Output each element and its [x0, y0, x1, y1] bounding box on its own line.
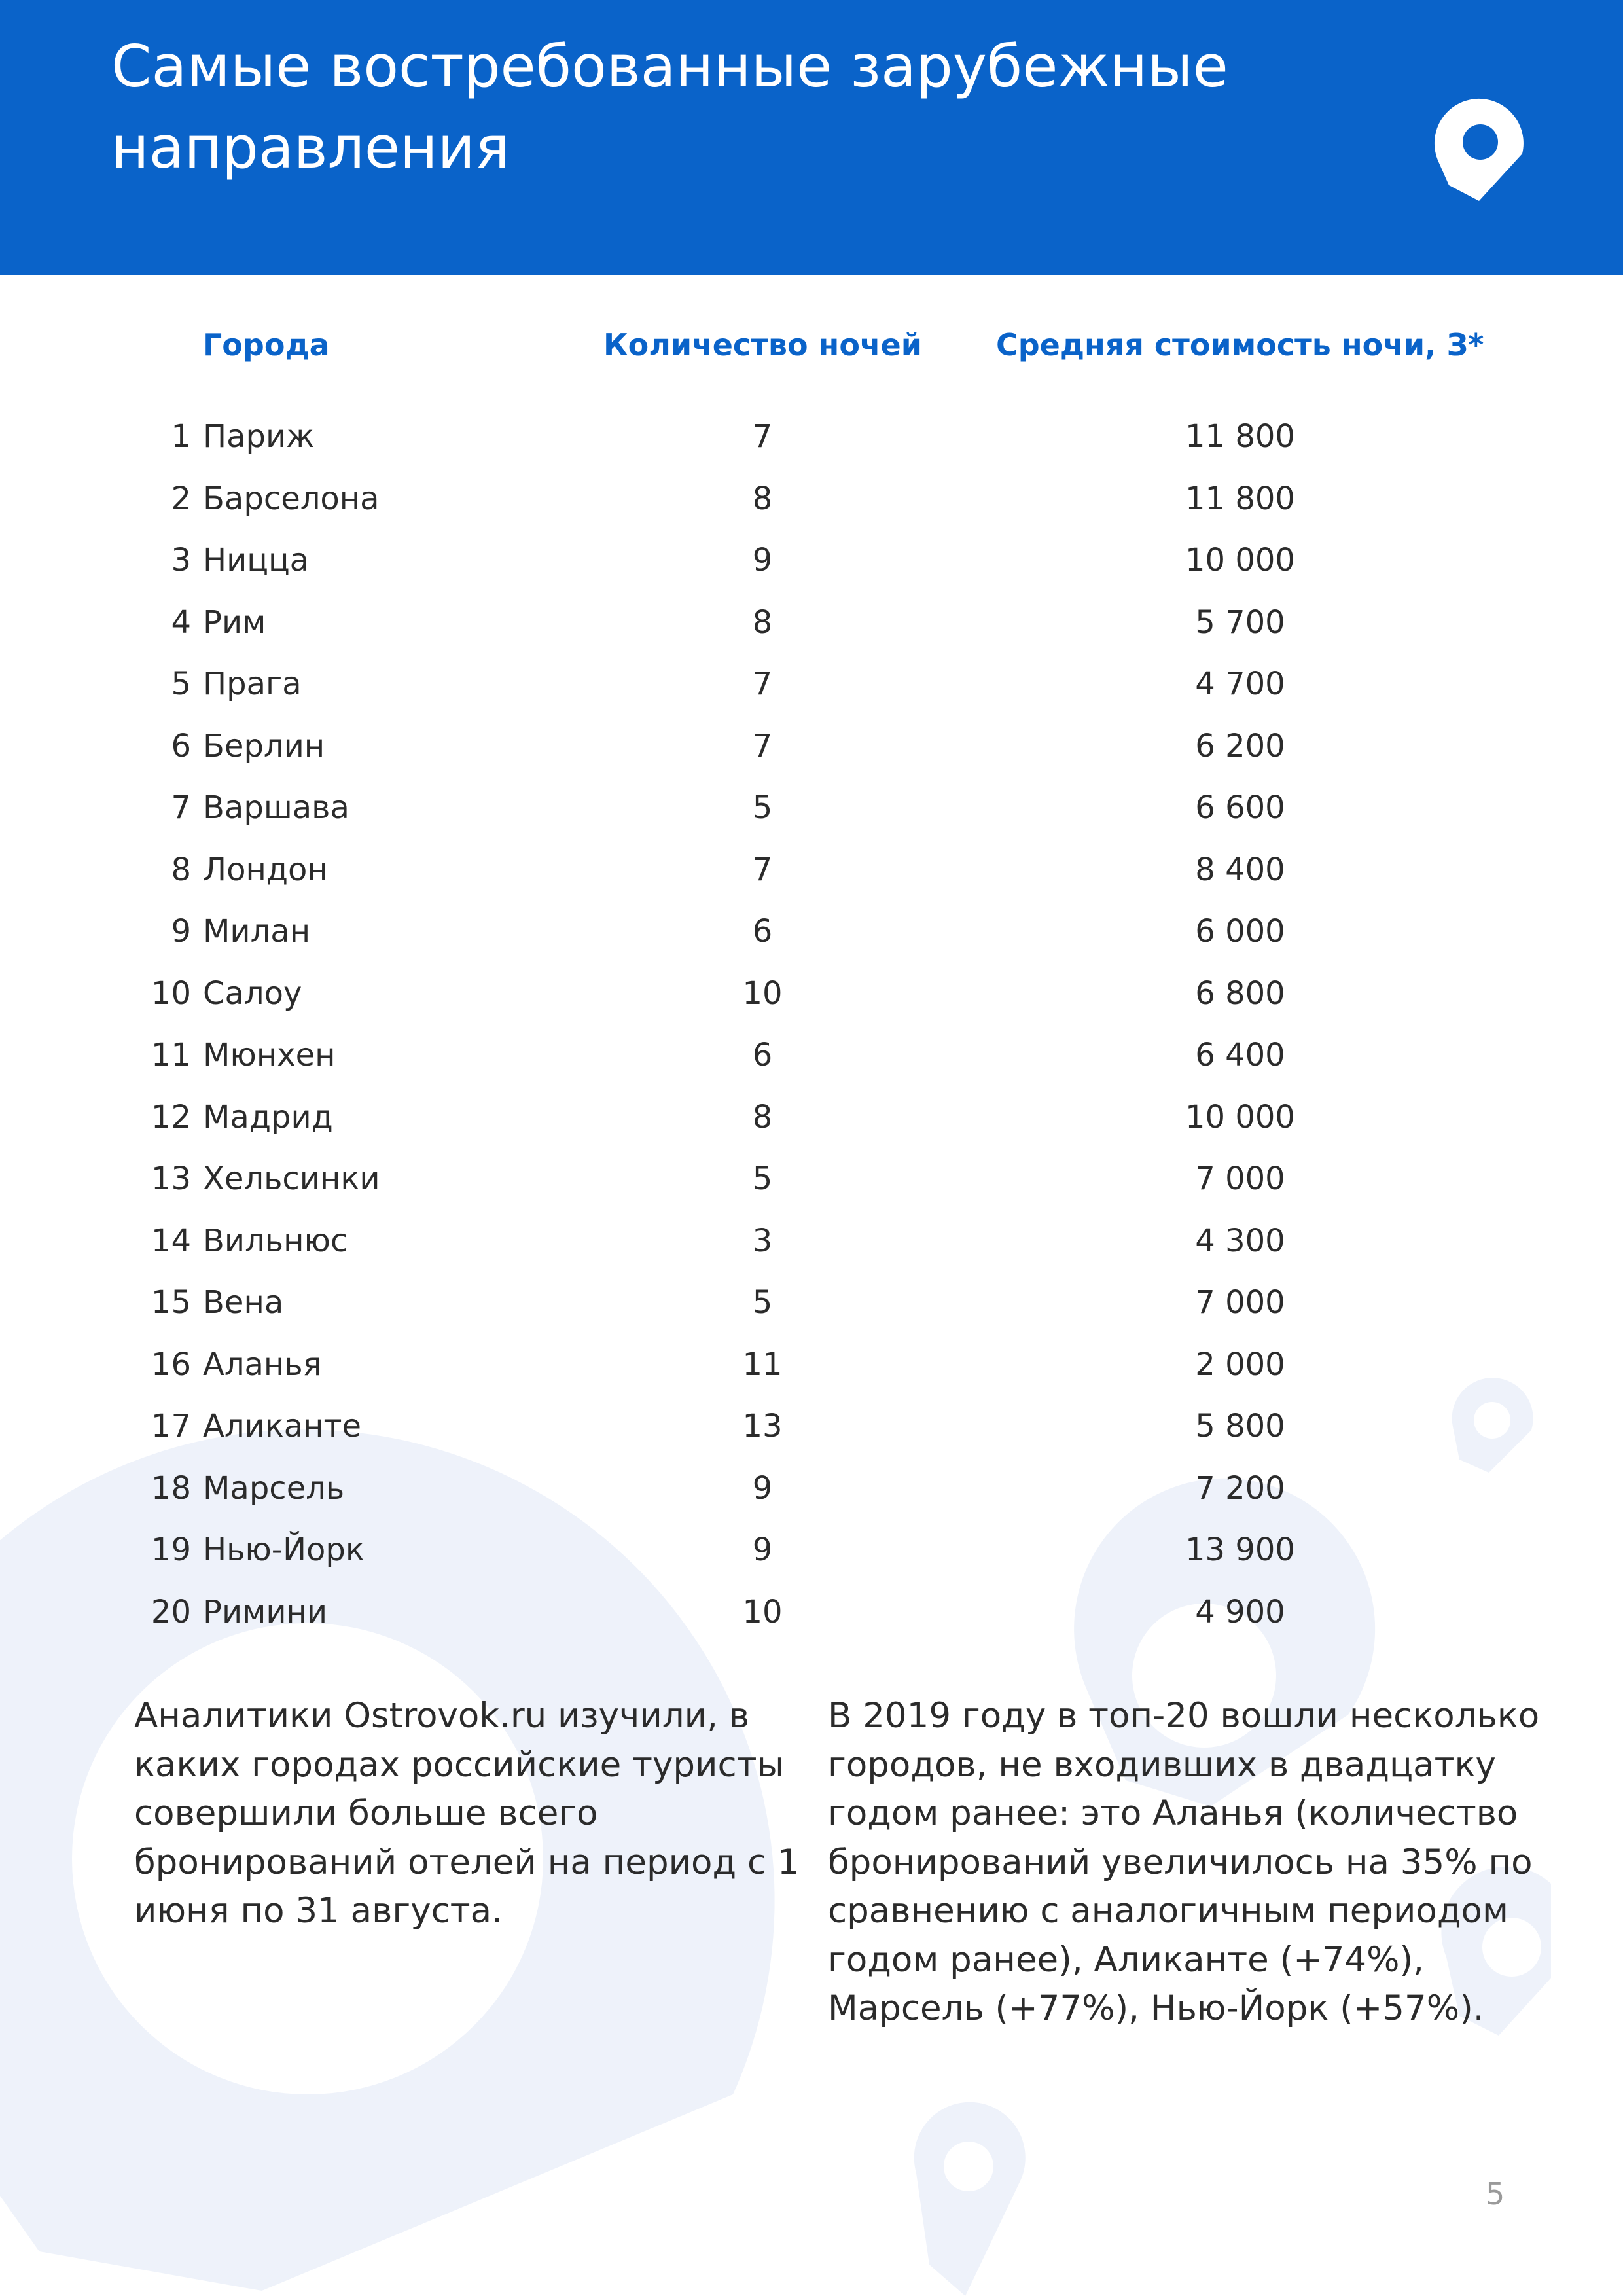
row-nights: 3: [752, 1222, 773, 1259]
row-price: 7 000: [1195, 1284, 1285, 1321]
row-nights: 10: [742, 975, 783, 1012]
row-nights: 8: [752, 1098, 773, 1136]
row-city: Ницца: [203, 542, 310, 579]
row-city: Берлин: [203, 727, 325, 764]
row-city: Рим: [203, 603, 266, 641]
paragraph-line: июня по 31 августа.: [134, 1891, 503, 1931]
row-nights: 6: [752, 1037, 773, 1073]
row-rank: 14: [151, 1222, 191, 1259]
table-row: [0, 1395, 1623, 1458]
row-city: Хельсинки: [203, 1160, 380, 1197]
row-price: 5 800: [1195, 1408, 1285, 1444]
paragraph-line: Аналитики Ostrovok.ru изучили, в: [134, 1696, 750, 1736]
table-row: [0, 1334, 1623, 1396]
row-city: Прага: [203, 666, 302, 702]
row-nights: 5: [752, 1284, 773, 1321]
table-row: [0, 1210, 1623, 1272]
row-nights: 11: [742, 1346, 783, 1383]
row-city: Салоу: [203, 975, 302, 1012]
ostrovok-logo-icon: [1427, 88, 1531, 206]
table-row: [0, 529, 1623, 592]
row-rank: 7: [171, 789, 191, 826]
row-rank: 4: [171, 603, 191, 641]
table-row: [0, 1148, 1623, 1210]
row-rank: 13: [151, 1160, 191, 1197]
table-row: [0, 1458, 1623, 1520]
table-row: [0, 777, 1623, 839]
row-price: 6 400: [1195, 1037, 1285, 1073]
row-rank: 19: [151, 1532, 191, 1568]
row-rank: 9: [171, 913, 191, 950]
table-row: [0, 839, 1623, 901]
table-row: [0, 1024, 1623, 1086]
row-price: 4 900: [1195, 1593, 1285, 1630]
row-price: 6 800: [1195, 975, 1285, 1012]
paragraph-line: Марсель (+77%), Нью-Йорк (+57%).: [828, 1988, 1484, 2028]
table-row: [0, 406, 1623, 468]
row-city: Аликанте: [203, 1408, 361, 1444]
row-nights: 8: [752, 603, 773, 641]
row-rank: 15: [151, 1284, 191, 1321]
row-price: 10 000: [1185, 542, 1295, 579]
row-nights: 7: [752, 418, 773, 455]
row-price: 11 800: [1185, 418, 1295, 455]
row-rank: 20: [151, 1593, 191, 1630]
table-row: [0, 901, 1623, 963]
row-nights: 5: [752, 789, 773, 826]
page-number: 5: [1486, 2176, 1505, 2212]
row-nights: 5: [752, 1160, 773, 1197]
row-price: 4 300: [1195, 1222, 1285, 1259]
paragraph-line: каких городах российские туристы: [134, 1744, 785, 1785]
row-nights: 7: [752, 666, 773, 702]
destinations-table: [0, 406, 1623, 1643]
row-rank: 3: [171, 542, 191, 579]
row-price: 7 200: [1195, 1469, 1285, 1507]
row-rank: 10: [151, 975, 191, 1012]
row-city: Вена: [203, 1284, 284, 1321]
row-rank: 18: [151, 1469, 191, 1507]
row-nights: 6: [752, 913, 773, 950]
intro-paragraph: [134, 1692, 800, 1936]
paragraph-line: В 2019 году в топ-20 вошли несколько: [828, 1696, 1540, 1736]
table-row: [0, 468, 1623, 530]
row-city: Барселона: [203, 480, 380, 517]
row-price: 6 000: [1195, 913, 1285, 950]
row-rank: 11: [151, 1037, 191, 1073]
row-rank: 5: [171, 666, 191, 702]
row-nights: 9: [752, 542, 773, 579]
column-header-city: Города: [203, 327, 330, 363]
paragraph-line: годом ранее), Аликанте (+74%),: [828, 1939, 1424, 1980]
row-price: 4 700: [1195, 666, 1285, 702]
table-row: [0, 1519, 1623, 1581]
column-header-price: Средняя стоимость ночи, З*: [996, 327, 1484, 363]
row-price: 5 700: [1195, 603, 1285, 641]
table-row: [0, 653, 1623, 715]
row-city: Марсель: [203, 1469, 345, 1507]
row-nights: 9: [752, 1532, 773, 1568]
paragraph-line: городов, не входивших в двадцатку: [828, 1744, 1496, 1785]
row-rank: 17: [151, 1408, 191, 1444]
row-price: 6 200: [1195, 727, 1285, 764]
column-header-nights: Количество ночей: [603, 327, 922, 363]
paragraph-line: годом ранее: это Аланья (количество: [828, 1793, 1518, 1833]
row-city: Мадрид: [203, 1098, 333, 1136]
paragraph-line: совершили больше всего: [134, 1793, 598, 1833]
row-price: 6 600: [1195, 789, 1285, 826]
header-band: [0, 0, 1623, 275]
table-row: [0, 1086, 1623, 1149]
row-price: 7 000: [1195, 1160, 1285, 1197]
table-row: [0, 1272, 1623, 1334]
row-city: Варшава: [203, 789, 349, 826]
findings-paragraph: [828, 1692, 1548, 2034]
row-city: Аланья: [203, 1346, 322, 1383]
row-nights: 7: [752, 727, 773, 764]
table-row: [0, 592, 1623, 654]
row-city: Лондон: [203, 851, 328, 888]
paragraph-line: бронирований увеличилось на 35% по: [828, 1842, 1533, 1882]
row-price: 11 800: [1185, 480, 1295, 517]
row-nights: 10: [742, 1593, 783, 1630]
row-city: Римини: [203, 1593, 328, 1630]
row-rank: 12: [151, 1098, 191, 1136]
row-city: Париж: [203, 418, 315, 455]
row-city: Нью-Йорк: [203, 1532, 365, 1568]
row-nights: 7: [752, 851, 773, 888]
page-title-line: Самые востребованные зарубежные: [111, 33, 1228, 100]
row-city: Вильнюс: [203, 1222, 348, 1259]
table-row: [0, 715, 1623, 778]
row-nights: 8: [752, 480, 773, 517]
row-price: 13 900: [1185, 1532, 1295, 1568]
row-price: 8 400: [1195, 851, 1285, 888]
table-row: [0, 1581, 1623, 1643]
row-price: 2 000: [1195, 1346, 1285, 1383]
page-title-line: направления: [111, 114, 510, 181]
paragraph-line: бронирований отелей на период с 1: [134, 1842, 800, 1882]
row-city: Милан: [203, 913, 311, 950]
row-rank: 6: [171, 727, 191, 764]
row-city: Мюнхен: [203, 1037, 336, 1073]
row-rank: 1: [171, 418, 191, 455]
paragraph-line: сравнению с аналогичным периодом: [828, 1891, 1508, 1931]
row-nights: 13: [742, 1408, 783, 1444]
row-rank: 8: [171, 851, 191, 888]
table-row: [0, 963, 1623, 1025]
page-title: [111, 26, 1355, 188]
row-rank: 2: [171, 480, 191, 517]
row-nights: 9: [752, 1469, 773, 1507]
row-price: 10 000: [1185, 1098, 1295, 1136]
watermark-bottom-pin-icon: [903, 2101, 1034, 2296]
row-rank: 16: [151, 1346, 191, 1383]
